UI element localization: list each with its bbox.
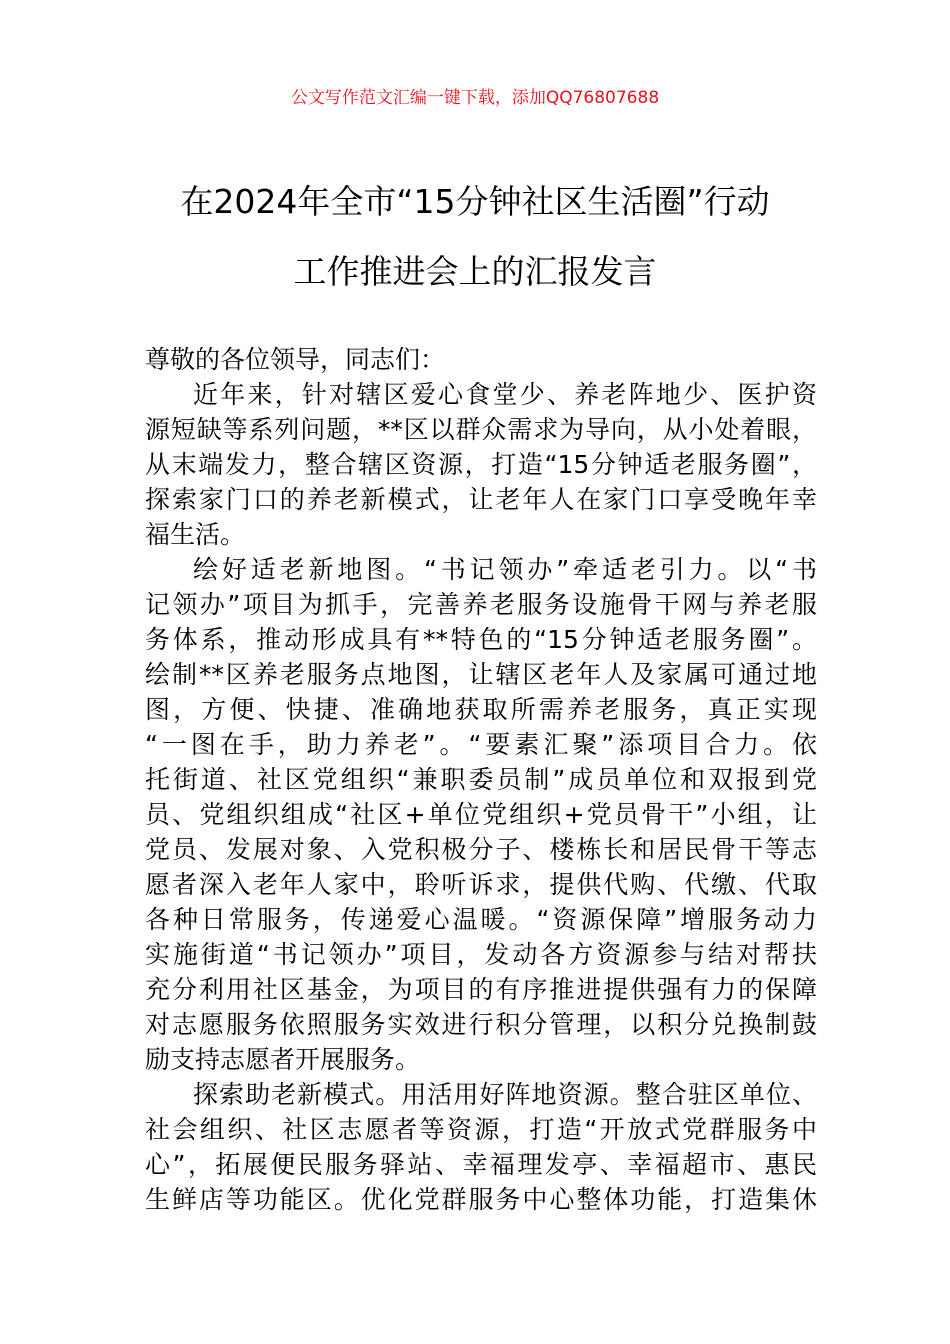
paragraph-2-line: 托街道、社区党组织“兼职委员制”成员单位和双报到党 (145, 765, 817, 794)
paragraph-2-line: 愿者深入老年人家中，聆听诉求，提供代购、代缴、代取 (145, 870, 817, 899)
paragraph-1-line: 源短缺等系列问题，**区以群众需求为导向，从小处着眼， (145, 415, 817, 444)
paragraph-3-line: 社会组织、社区志愿者等资源，打造“开放式党群服务中 (145, 1115, 817, 1144)
paragraph-2-line: 各种日常服务，传递爱心温暖。“资源保障”增服务动力 (145, 905, 817, 934)
paragraph-2-line: 图，方便、快捷、准确地获取所需养老服务，真正实现 (145, 695, 817, 724)
paragraph-2-line: 充分利用社区基金，为项目的有序推进提供强有力的保障 (145, 975, 817, 1004)
paragraph-1-line: 近年来，针对辖区爱心食堂少、养老阵地少、医护资 (193, 380, 817, 409)
paragraph-2-line: 对志愿服务依照服务实效进行积分管理，以积分兑换制鼓 (145, 1010, 817, 1039)
paragraph-2-line: 员、党组织组成“社区+单位党组织+党员骨干”小组，让 (145, 800, 817, 829)
paragraph-3-line: 生鲜店等功能区。优化党群服务中心整体功能，打造集休 (145, 1185, 817, 1214)
paragraph-3-line: 心”，拓展便民服务驿站、幸福理发亭、幸福超市、惠民 (145, 1150, 817, 1179)
paragraph-2-line: 党员、发展对象、入党积极分子、楼栋长和居民骨干等志 (145, 835, 817, 864)
document-title-line-2: 工作推进会上的汇报发言 (293, 252, 657, 291)
paragraph-2-line: 实施街道“书记领办”项目，发动各方资源参与结对帮扶 (145, 940, 817, 969)
paragraph-2-line: 绘好适老新地图。“书记领办”牵适老引力。以“书 (193, 555, 817, 584)
paragraph-2-line: 务体系，推动形成具有**特色的“15分钟适老服务圈”。 (145, 625, 817, 654)
paragraph-2-line: 励支持志愿者开展服务。 (145, 1045, 421, 1074)
paragraph-1-line: 福生活。 (145, 520, 246, 549)
paragraph-1-line: 探索家门口的养老新模式，让老年人在家门口享受晚年幸 (145, 485, 817, 514)
paragraph-2-line: 绘制**区养老服务点地图，让辖区老年人及家属可通过地 (145, 660, 817, 689)
greeting: 尊敬的各位领导，同志们： (145, 345, 446, 374)
paragraph-2-line: 记领办”项目为抓手，完善养老服务设施骨干网与养老服 (145, 590, 817, 619)
paragraph-2-line: “一图在手，助力养老”。“要素汇聚”添项目合力。依 (145, 730, 817, 759)
paragraph-3-line: 探索助老新模式。用活用好阵地资源。整合驻区单位、 (193, 1080, 817, 1109)
header-download-note: 公文写作范文汇编一键下载，添加QQ76807688 (290, 88, 660, 108)
document-title-line-1: 在2024年全市“15分钟社区生活圈”行动 (180, 182, 770, 221)
paragraph-1-line: 从末端发力，整合辖区资源，打造“15分钟适老服务圈”， (145, 450, 817, 479)
document-body (145, 342, 817, 1217)
